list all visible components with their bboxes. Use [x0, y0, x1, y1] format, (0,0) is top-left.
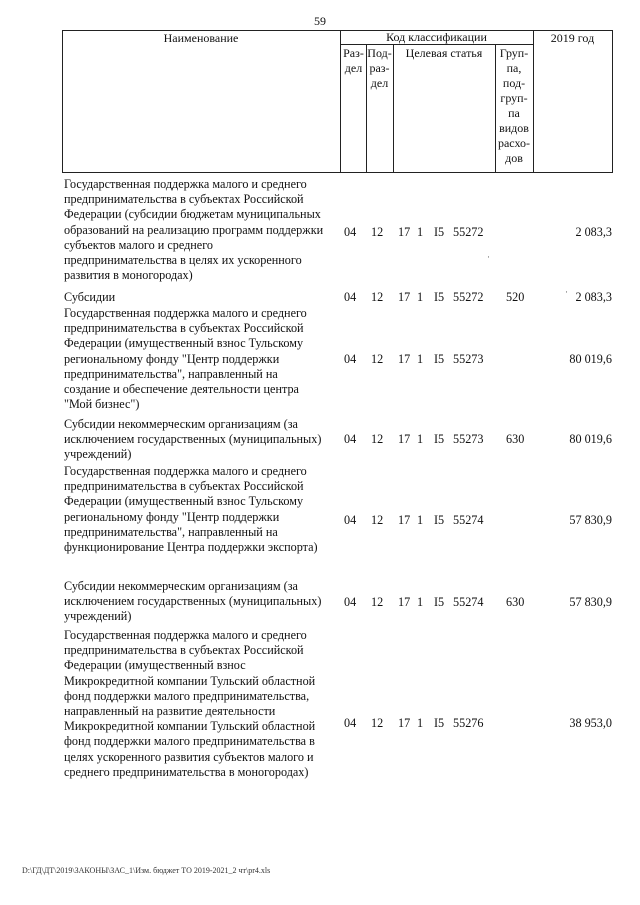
row-target-subprogram: 1 [417, 513, 424, 527]
row-target-project: I5 [434, 595, 445, 609]
table-row [62, 579, 612, 627]
column-header-podrazdel: Под- раз- дел [367, 46, 392, 90]
row-name: Субсидии некоммерческим организациям (за исключением государственных (муниципальных) учреждений) [64, 417, 322, 462]
row-target-project: I5 [434, 432, 445, 446]
column-header-year: 2019 год [550, 31, 595, 45]
row-target-subprogram: 1 [417, 352, 424, 366]
row-target-direction: 55272 [453, 290, 484, 304]
row-target-program: 17 [398, 352, 411, 366]
row-amount: 80 019,6 [569, 352, 612, 366]
row-name: Субсидии [64, 290, 116, 304]
column-header-target: Целевая статья [405, 46, 483, 60]
file-path-footer: D:\ГД\ДТ\2019\ЗАКОНЫ\ЗАС_1\Изм. бюджет ТО 2019-2021_2 чт\pr4.xls [22, 866, 271, 875]
row-name: Государственная поддержка малого и среднего предпринимательства в субъектах Российской Федерации (имущественный взнос Тульскому региональному фонду "Центр поддержки предпринимательства", направленный на создание и обеспечение деятельности центра "Мой бизнес") [64, 306, 307, 412]
row-podrazdel: 12 [371, 290, 384, 304]
row-podrazdel: 12 [371, 513, 384, 527]
row-target-project: I5 [434, 290, 445, 304]
row-amount: 38 953,0 [569, 716, 612, 730]
row-razdel: 04 [344, 716, 357, 730]
row-target-direction: 55274 [453, 513, 484, 527]
row-target-direction: 55273 [453, 432, 484, 446]
row-amount: 80 019,6 [569, 432, 612, 446]
row-target-program: 17 [398, 716, 411, 730]
table-row [62, 417, 612, 465]
row-name: Государственная поддержка малого и среднего предпринимательства в субъектах Российской Федерации (субсидии бюджетам муниципальных образований на реализацию программ поддержки субъектов малого и среднего предпринимательства в целях их ускоренного развития в моногородах) [64, 177, 324, 283]
row-name: Субсидии некоммерческим организациям (за исключением государственных (муниципальных) учреждений) [64, 579, 322, 624]
row-amount: 2 083,3 [575, 225, 612, 239]
row-target-direction: 55274 [453, 595, 484, 609]
table-row [62, 306, 612, 416]
table-row [62, 464, 612, 559]
row-target-project: I5 [434, 716, 445, 730]
row-target-direction: 55276 [453, 716, 484, 730]
row-podrazdel: 12 [371, 225, 384, 239]
row-target-project: I5 [434, 513, 445, 527]
row-target-program: 17 [398, 225, 411, 239]
row-razdel: 04 [344, 432, 357, 446]
row-target-subprogram: 1 [417, 595, 424, 609]
column-header-razdel: Раз- дел [343, 46, 364, 75]
row-razdel: 04 [344, 595, 357, 609]
row-razdel: 04 [344, 225, 357, 239]
row-razdel: 04 [344, 290, 357, 304]
table-row [62, 177, 612, 287]
row-name: Государственная поддержка малого и среднего предпринимательства в субъектах Российской Федерации (имущественный взнос Микрокредитной компании Тульский областной фонд поддержки малого предпринимательства, направленный на развитие деятельности Микрокредитной компании Тульский областной фонд поддержки малого предпринимательства в целях ускоренного развития субъектов малого и среднего предпринимательства в моногородах) [64, 628, 316, 779]
row-target-subprogram: 1 [417, 225, 424, 239]
column-header-code: Код классификации [386, 30, 487, 44]
row-target-subprogram: 1 [417, 290, 424, 304]
page-number: 59 [314, 14, 326, 28]
scan-speck: · [487, 252, 490, 262]
row-amount: 2 083,3 [575, 290, 612, 304]
table-row [62, 290, 612, 306]
row-razdel: 04 [344, 513, 357, 527]
row-target-direction: 55272 [453, 225, 484, 239]
row-target-program: 17 [398, 595, 411, 609]
row-name: Государственная поддержка малого и среднего предпринимательства в субъектах Российской Федерации (имущественный взнос Тульскому региональному фонду "Центр поддержки предпринимательства", направленный на функционирование Центра поддержки экспорта) [64, 464, 318, 555]
row-podrazdel: 12 [371, 432, 384, 446]
row-target-subprogram: 1 [417, 432, 424, 446]
row-amount: 57 830,9 [569, 513, 612, 527]
row-expense-type: 630 [506, 432, 525, 446]
row-target-program: 17 [398, 513, 411, 527]
row-podrazdel: 12 [371, 595, 384, 609]
row-target-program: 17 [398, 432, 411, 446]
row-podrazdel: 12 [371, 716, 384, 730]
row-target-program: 17 [398, 290, 411, 304]
row-target-project: I5 [434, 225, 445, 239]
row-target-project: I5 [434, 352, 445, 366]
column-header-group: Груп- па, под- груп- па видов расхо- дов [497, 46, 531, 165]
row-target-subprogram: 1 [417, 716, 424, 730]
row-razdel: 04 [344, 352, 357, 366]
row-target-direction: 55273 [453, 352, 484, 366]
row-expense-type: 520 [506, 290, 525, 304]
scan-speck: · [565, 287, 568, 297]
row-expense-type: 630 [506, 595, 525, 609]
column-header-name: Наименование [163, 31, 239, 45]
row-amount: 57 830,9 [569, 595, 612, 609]
table-row [62, 628, 612, 788]
row-podrazdel: 12 [371, 352, 384, 366]
